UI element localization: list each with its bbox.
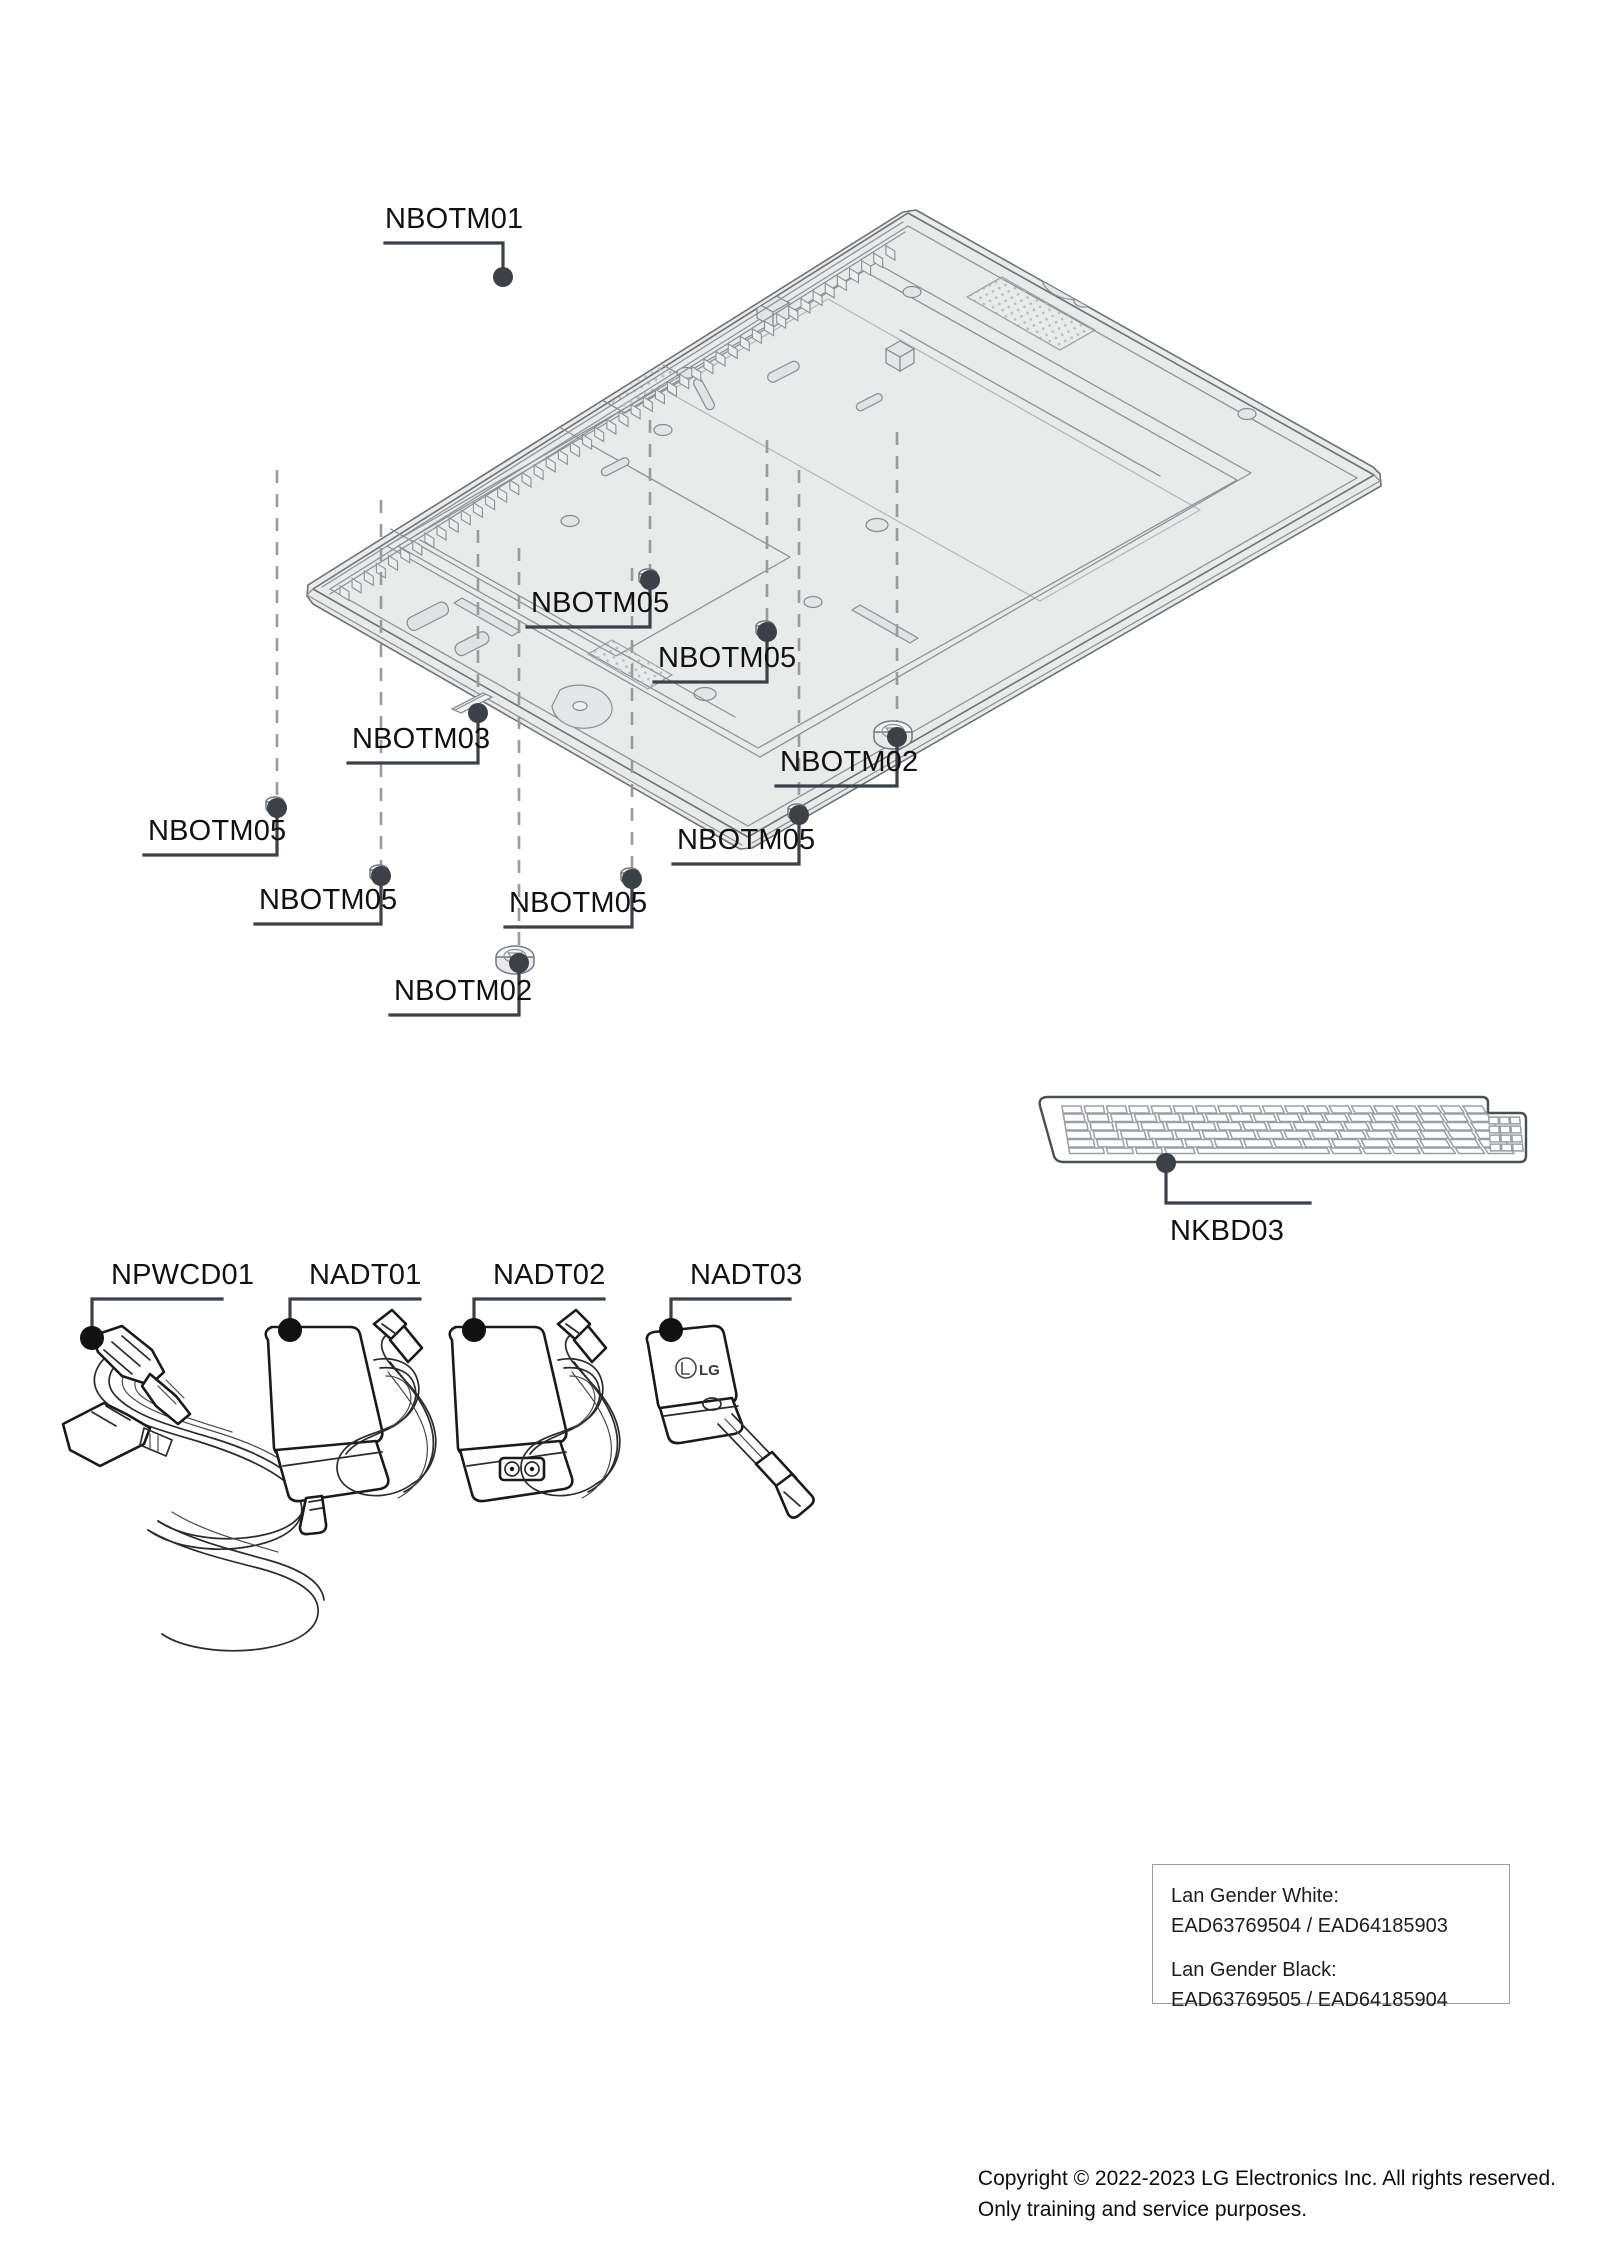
copyright-line: Copyright © 2022-2023 LG Electronics Inc. All rights reserved. bbox=[977, 2167, 1556, 2190]
svg-text:LG: LG bbox=[699, 1362, 720, 1379]
lan-gender-black-codes: EAD63769505 / EAD64185904 bbox=[1171, 1989, 1448, 2011]
callout-label: NBOTM03 bbox=[352, 723, 491, 755]
callout-dot bbox=[789, 805, 809, 825]
purpose-line: Only training and service purposes. bbox=[977, 2198, 1308, 2221]
callout-dot bbox=[278, 1318, 302, 1342]
callout-label: NBOTM05 bbox=[658, 642, 797, 674]
keyboard-part bbox=[1040, 1097, 1526, 1162]
callout-nkbd03 bbox=[1156, 1153, 1310, 1247]
callout-dot bbox=[468, 703, 488, 723]
callout-nbotm02-9 bbox=[390, 953, 532, 1015]
callout-nadt03 bbox=[659, 1259, 802, 1342]
lan-gender-white-codes: EAD63769504 / EAD64185903 bbox=[1171, 1915, 1448, 1937]
footer bbox=[978, 2163, 1556, 2225]
callout-label: NBOTM05 bbox=[677, 824, 816, 856]
callout-label: NADT02 bbox=[493, 1259, 606, 1291]
svg-text:NKBD03: NKBD03 bbox=[1170, 1215, 1285, 1247]
callout-label: NBOTM05 bbox=[531, 587, 670, 619]
lan-gender-black-title: Lan Gender Black: bbox=[1171, 1959, 1337, 1981]
callout-dot bbox=[493, 267, 513, 287]
callout-label: NPWCD01 bbox=[111, 1259, 255, 1291]
callout-dot bbox=[371, 866, 391, 886]
callout-dot bbox=[80, 1326, 104, 1350]
callout-nbotm05-7 bbox=[255, 866, 397, 924]
callout-dot bbox=[757, 622, 777, 642]
callout-label: NADT01 bbox=[309, 1259, 422, 1291]
lan-gender-white-title: Lan Gender White: bbox=[1171, 1885, 1339, 1907]
callout-label: NBOTM02 bbox=[394, 975, 533, 1007]
callout-nbotm01-0 bbox=[385, 203, 523, 287]
callout-label: NBOTM02 bbox=[780, 746, 919, 778]
callout-label: NADT03 bbox=[690, 1259, 803, 1291]
callout-label: NBOTM05 bbox=[259, 884, 398, 916]
callout-dot bbox=[659, 1318, 683, 1342]
callout-dot bbox=[887, 727, 907, 747]
callout-label: NBOTM05 bbox=[148, 815, 287, 847]
callout-dot bbox=[462, 1318, 486, 1342]
accessory-nadt03 bbox=[647, 1326, 814, 1518]
callout-label: NBOTM01 bbox=[385, 203, 524, 235]
note-spacer bbox=[1171, 1941, 1491, 1955]
callout-dot bbox=[509, 953, 529, 973]
callout-label: NBOTM05 bbox=[509, 887, 648, 919]
callout-nbotm03-3 bbox=[348, 703, 490, 763]
lan-gender-note-box bbox=[1152, 1864, 1510, 2011]
callout-dot bbox=[622, 869, 642, 889]
accessory-nadt01 bbox=[266, 1310, 436, 1534]
keyboard-key-group bbox=[1062, 1106, 1523, 1154]
callout-nbotm05-8 bbox=[505, 869, 647, 927]
